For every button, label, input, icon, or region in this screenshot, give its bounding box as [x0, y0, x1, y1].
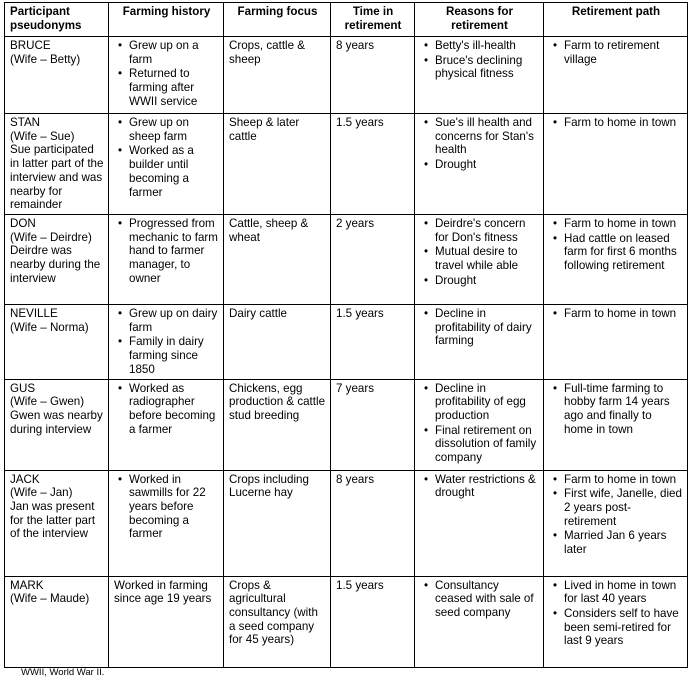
participant-cell [5, 114, 109, 215]
time-in-retirement-cell: 8 years [331, 37, 415, 114]
list-item: • Farm to home in town [549, 116, 683, 130]
participant-wife: (Wife – Jan) [10, 486, 73, 500]
reasons-cell [415, 215, 544, 305]
retirement-path-cell [544, 37, 688, 114]
list-item: • Married Jan 6 years later [549, 529, 683, 556]
time-in-retirement-cell: 1.5 years [331, 576, 415, 667]
participant-cell [5, 379, 109, 470]
list-item: • Grew up on sheep farm [114, 116, 219, 143]
participant-cell [5, 37, 109, 114]
farming-focus-cell: Crops & agricultural consultancy (with a seed company for 45 years) [224, 576, 331, 667]
header-participant-pseudonyms: Participant pseudonyms [5, 3, 109, 37]
list-item: • Mutual desire to travel while able [420, 245, 539, 272]
participant-name: BRUCE [10, 39, 51, 52]
farming-history-cell [109, 470, 224, 576]
table-row [5, 470, 688, 576]
list-item: • Progressed from mechanic to farm hand to farmer manager, to owner [114, 217, 219, 286]
participant-name: MARK [10, 578, 44, 592]
participant-name: NEVILLE [10, 307, 58, 320]
reasons-cell [415, 305, 544, 380]
list-item: • Grew up on dairy farm [114, 307, 219, 334]
list-item: • First wife, Janelle, died 2 years post-retirement [549, 487, 683, 528]
participant-wife: (Wife – Gwen) [10, 395, 85, 409]
time-in-retirement-cell: 1.5 years [331, 114, 415, 215]
farming-history-cell [109, 379, 224, 470]
time-in-retirement-cell: 2 years [331, 215, 415, 305]
farming-history-cell [109, 305, 224, 380]
retirement-path-cell [544, 114, 688, 215]
list-item: • Farm to home in town [549, 217, 683, 231]
farming-focus-cell: Cattle, sheep & wheat [224, 215, 331, 305]
participant-wife: (Wife – Norma) [10, 320, 89, 334]
list-item: • Returned to farming after WWII service [114, 67, 219, 108]
list-item: • Sue's ill health and concerns for Stan's health [420, 116, 539, 157]
participant-cell [5, 470, 109, 576]
list-item: • Water restrictions & drought [420, 473, 539, 500]
participant-note: Deirdre was nearby during the interview [10, 244, 101, 285]
table-header-row [5, 3, 688, 37]
header-farming-history: Farming history [109, 3, 224, 37]
participant-name: JACK [10, 472, 40, 486]
participant-note: Gwen was nearby during interview [10, 408, 103, 436]
list-item: • Farm to home in town [549, 473, 683, 487]
participant-note: Jan was present for the latter part of the interview [10, 499, 96, 541]
list-item: • Drought [420, 158, 539, 172]
reasons-cell [415, 470, 544, 576]
farming-focus-cell: Crops including Lucerne hay [224, 470, 331, 576]
reasons-cell [415, 379, 544, 470]
header-time-in-retirement: Time in retirement [331, 3, 415, 37]
list-item: • Consultancy ceased with sale of seed company [420, 579, 539, 620]
farming-history-cell [109, 114, 224, 215]
table-row [5, 37, 688, 114]
table-row [5, 114, 688, 215]
retirement-path-cell [544, 215, 688, 305]
participant-wife: (Wife – Deirdre) [10, 230, 92, 244]
reasons-cell [415, 576, 544, 667]
farming-focus-cell: Crops, cattle & sheep [224, 37, 331, 114]
table-footnote: WWII, World War II. [21, 667, 105, 678]
time-in-retirement-cell: 8 years [331, 470, 415, 576]
farming-history-cell: Worked in farming since age 19 years [109, 576, 224, 667]
table-row [5, 379, 688, 470]
farming-history-cell [109, 215, 224, 305]
list-item: • Considers self to have been semi-retired for last 9 years [549, 607, 683, 648]
table-row [5, 576, 688, 667]
list-item: • Family in dairy farming since 1850 [114, 335, 219, 376]
retirement-path-cell [544, 379, 688, 470]
time-in-retirement-cell: 7 years [331, 379, 415, 470]
table-row [5, 215, 688, 305]
list-item: • Had cattle on leased farm for first 6 months following retirement [549, 232, 683, 273]
list-item: • Farm to home in town [549, 307, 683, 321]
participant-cell [5, 215, 109, 305]
list-item: • Drought [420, 274, 539, 288]
list-item: • Decline in profitability of dairy farming [420, 307, 539, 348]
header-reasons-for-retirement: Reasons for retirement [415, 3, 544, 37]
reasons-cell [415, 37, 544, 114]
list-item: • Betty's ill-health [420, 39, 539, 53]
time-in-retirement-cell: 1.5 years [331, 305, 415, 380]
participant-name: GUS [10, 381, 36, 395]
participant-cell [5, 576, 109, 667]
participant-wife: (Wife – Sue) [10, 129, 75, 143]
list-item: • Final retirement on dissolution of family company [420, 424, 539, 465]
list-item: • Farm to retirement village [549, 39, 683, 66]
list-item: • Decline in profitability of egg production [420, 382, 539, 423]
farming-focus-cell: Chickens, egg production & cattle stud breeding [224, 379, 331, 470]
list-item: • Grew up on a farm [114, 39, 219, 66]
retirement-path-cell [544, 305, 688, 380]
participant-name: DON [10, 217, 36, 230]
participant-note: Sue participated in latter part of the interview and was nearby for remainder [10, 143, 104, 212]
list-item: • Worked as a builder until becoming a farmer [114, 144, 219, 199]
list-item: • Deirdre's concern for Don's fitness [420, 217, 539, 244]
participant-wife: (Wife – Maude) [10, 592, 90, 606]
list-item: • Full-time farming to hobby farm 14 years ago and finally to home in town [549, 382, 683, 437]
participants-table [4, 2, 688, 668]
reasons-cell [415, 114, 544, 215]
header-retirement-path: Retirement path [544, 3, 688, 37]
list-item: • Bruce's declining physical fitness [420, 54, 539, 81]
retirement-path-cell [544, 470, 688, 576]
participant-name: STAN [10, 116, 41, 129]
list-item: • Lived in home in town for last 40 years [549, 579, 683, 606]
participant-wife: (Wife – Betty) [10, 52, 81, 66]
list-item: • Worked in sawmills for 22 years before becoming a farmer [114, 473, 219, 542]
retirement-path-cell [544, 576, 688, 667]
farming-focus-cell: Dairy cattle [224, 305, 331, 380]
farming-focus-cell: Sheep & later cattle [224, 114, 331, 215]
participant-cell [5, 305, 109, 380]
farming-history-cell [109, 37, 224, 114]
header-farming-focus: Farming focus [224, 3, 331, 37]
list-item: • Worked as radiographer before becoming a farmer [114, 382, 219, 437]
table-row [5, 305, 688, 380]
